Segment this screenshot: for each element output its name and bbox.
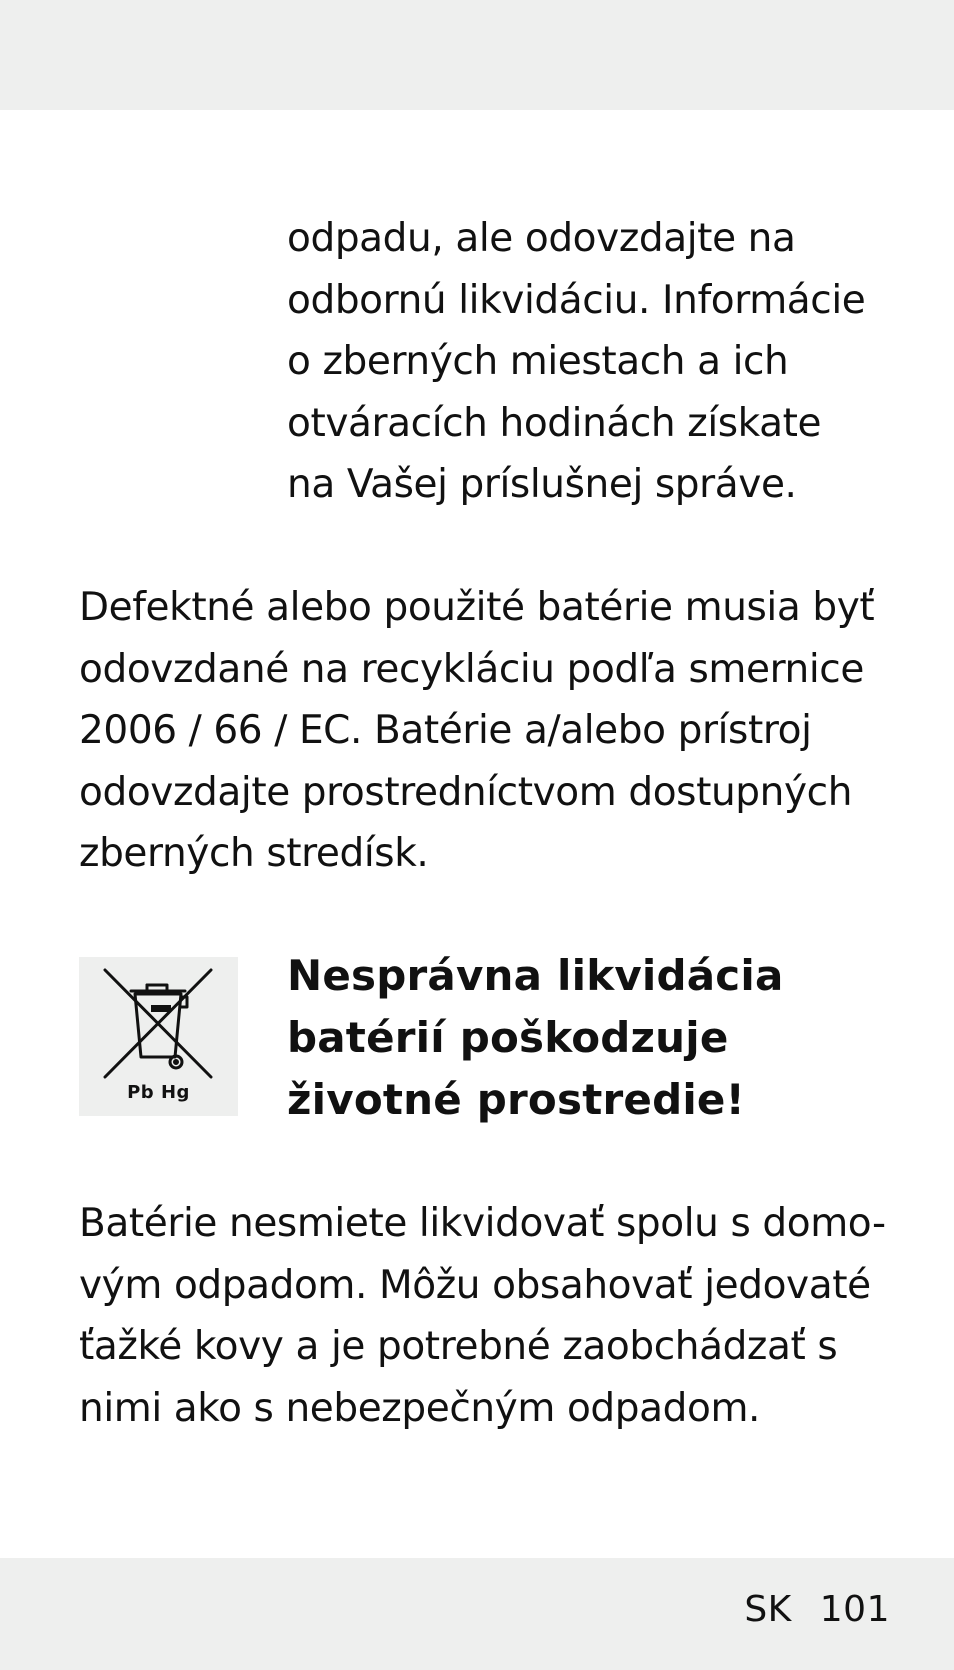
heading-line: Nesprávna likvidácia	[287, 951, 784, 1000]
paragraph-line: zberných stredísk.	[79, 831, 429, 876]
paragraph-line: vým odpadom. Môžu obsahovať jedovaté	[79, 1262, 871, 1308]
continued-paragraph	[287, 208, 865, 516]
page-number: 101	[819, 1589, 890, 1630]
warning-heading	[287, 945, 784, 1131]
heading-line: batérií poškodzuje	[287, 1013, 729, 1062]
paragraph-line: ťažké kovy a je potrebné zaobchádzať s	[79, 1324, 838, 1369]
paragraph-line: na Vašej príslušnej správe.	[287, 462, 797, 507]
paragraph-line: otváracích hodinách získate	[287, 400, 822, 446]
page-footer	[744, 1589, 890, 1630]
paragraph-line: odpadu, ale odovzdajte na	[287, 216, 796, 261]
paragraph-line: odovzdané na recykláciu podľa smernice	[79, 646, 864, 692]
paragraph-line: Batérie nesmiete likvidovať spolu s domo-	[79, 1201, 886, 1246]
heading-line: životné prostredie!	[287, 1075, 745, 1124]
defective-batteries-paragraph	[79, 577, 874, 885]
paragraph-line: nimi ako s nebezpečným odpadom.	[79, 1385, 761, 1431]
paragraph-line: odbornú likvidáciu. Informácie	[287, 277, 866, 323]
top-margin-band	[0, 0, 954, 110]
paragraph-line: Defektné alebo použité batérie musia byť	[79, 585, 875, 630]
paragraph-line: odovzdajte prostredníctvom dostupných	[79, 769, 853, 815]
battery-disposal-symbol	[79, 957, 238, 1116]
paragraph-line: 2006 / 66 / EC. Batérie a/alebo prístroj	[79, 708, 812, 753]
paragraph-line: o zberných miestach a ich	[287, 339, 789, 384]
language-code: SK	[744, 1589, 792, 1630]
household-waste-paragraph	[79, 1193, 886, 1439]
icon-caption: Pb Hg	[127, 1082, 190, 1103]
